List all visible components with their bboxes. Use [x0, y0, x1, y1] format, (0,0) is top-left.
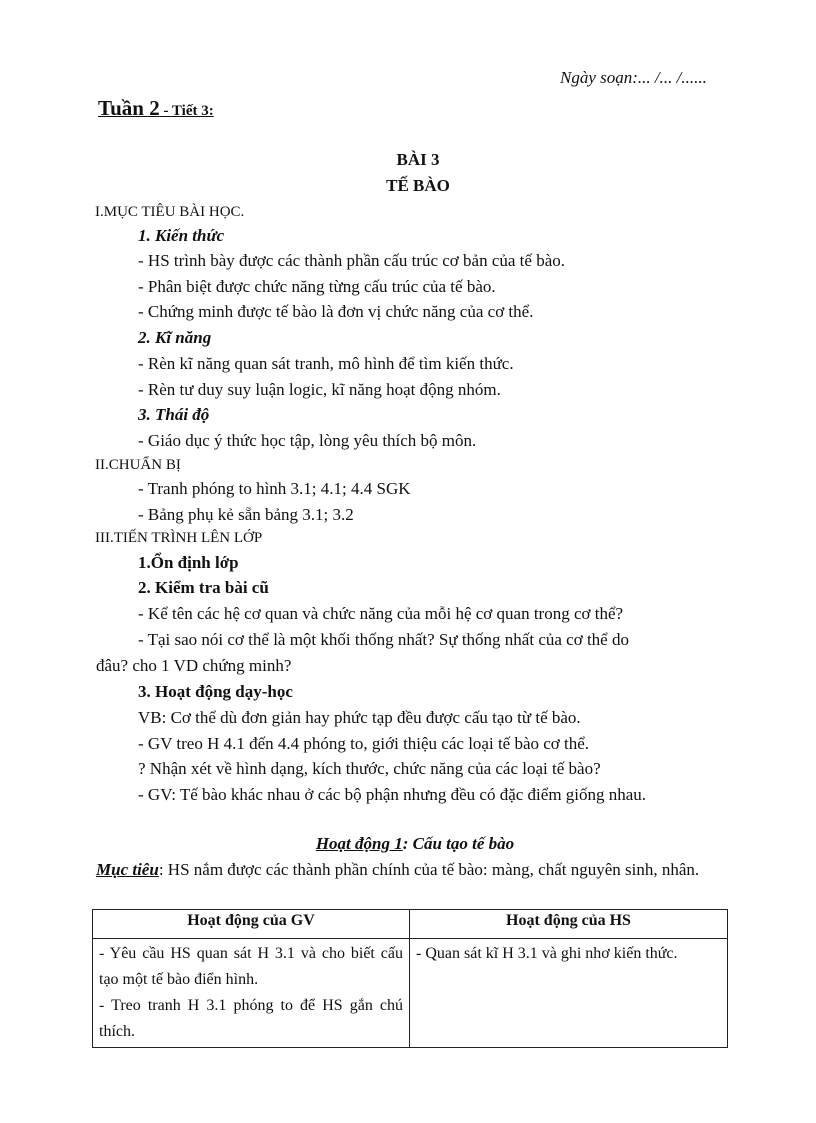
activity-1-title — [0, 834, 816, 854]
preparation-item: - Bảng phụ kẻ sẵn bảng 3.1; 3.2 — [138, 505, 354, 524]
activities-heading: 3. Hoạt động dạy-học — [138, 682, 293, 701]
table-row — [93, 939, 728, 1048]
activity-1-goal — [96, 856, 726, 883]
activity-table — [92, 909, 728, 1048]
activities-item: - GV: Tế bào khác nhau ở các bộ phận nhưng đều có đặc điểm giống nhau. — [138, 785, 647, 804]
student-activity-line: - Quan sát kĩ H 3.1 và ghi nhơ kiến thức. — [416, 945, 678, 962]
knowledge-heading: 1. Kiến thức — [138, 226, 225, 245]
attitude-item: - Giáo dục ý thức học tập, lòng yêu thích bộ môn. — [138, 431, 477, 450]
lesson-separator: - — [159, 103, 172, 119]
lesson-title: TẾ BÀO — [386, 176, 450, 195]
teacher-activity-line: - Treo tranh H 3.1 phóng to để HS gắn chú thích. — [99, 997, 403, 1040]
goal-label: Mục tiêu — [96, 860, 159, 879]
review-item: - Tại sao nói cơ thể là một khối thống nhất? Sự thống nhất của cơ thể do — [138, 630, 629, 649]
teacher-activity-cell — [93, 939, 410, 1048]
student-activity-cell — [410, 939, 728, 1048]
section-procedure-heading: III.TIẾN TRÌNH LÊN LỚP — [95, 530, 263, 546]
activity-1-label: Hoạt động 1 — [315, 834, 403, 853]
goal-text: : HS nắm được các thành phần chính của tế bào: màng, chất nguyên sinh, nhân. — [158, 860, 700, 879]
lesson-number: BÀI 3 — [396, 150, 440, 169]
date-prepared: Ngày soạn:... /... /...... — [560, 68, 707, 87]
lesson-label: Tiết 3: — [171, 103, 214, 119]
preparation-item: - Tranh phóng to hình 3.1; 4.1; 4.4 SGK — [138, 479, 411, 498]
review-item: - Kể tên các hệ cơ quan và chức năng của mỗi hệ cơ quan trong cơ thể? — [138, 604, 624, 623]
knowledge-item: - Phân biệt được chức năng từng cấu trúc của tế bào. — [138, 277, 496, 296]
review-item-continued: đâu? cho 1 VD chứng minh? — [96, 656, 292, 675]
section-objectives-heading: I.MỤC TIÊU BÀI HỌC. — [95, 204, 245, 220]
column-header-teacher: Hoạt động của GV — [93, 910, 410, 939]
week-label: Tuần 2 — [98, 96, 160, 120]
activity-1-name: : Cấu tạo tế bào — [402, 834, 515, 853]
stabilize-heading: 1.Ổn định lớp — [138, 553, 239, 572]
attitude-heading: 3. Thái độ — [138, 405, 210, 424]
column-header-student: Hoạt động của HS — [410, 910, 728, 939]
knowledge-item: - Chứng minh được tế bào là đơn vị chức năng của cơ thể. — [138, 302, 534, 321]
review-heading: 2. Kiểm tra bài cũ — [138, 578, 269, 597]
activities-item: ? Nhận xét về hình dạng, kích thước, chức năng của các loại tế bào? — [138, 759, 601, 778]
teacher-activity-line: - Yêu cầu HS quan sát H 3.1 và cho biết cấu tạo một tế bào điển hình. — [99, 945, 403, 988]
activities-item: VB: Cơ thể dù đơn giản hay phức tạp đều được cấu tạo từ tế bào. — [138, 708, 581, 727]
skills-item: - Rèn tư duy suy luận logic, kĩ năng hoạt động nhóm. — [138, 380, 501, 399]
activities-item: - GV treo H 4.1 đến 4.4 phóng to, giới thiệu các loại tế bào cơ thể. — [138, 734, 590, 753]
section-preparation-heading: II.CHUẨN BỊ — [95, 457, 181, 473]
knowledge-item: - HS trình bày được các thành phần cấu trúc cơ bản của tế bào. — [138, 251, 566, 270]
table-header-row — [93, 910, 728, 939]
week-lesson-heading — [98, 96, 214, 121]
skills-item: - Rèn kĩ năng quan sát tranh, mô hình để tìm kiến thức. — [138, 354, 514, 373]
skills-heading: 2. Kĩ năng — [138, 328, 212, 347]
